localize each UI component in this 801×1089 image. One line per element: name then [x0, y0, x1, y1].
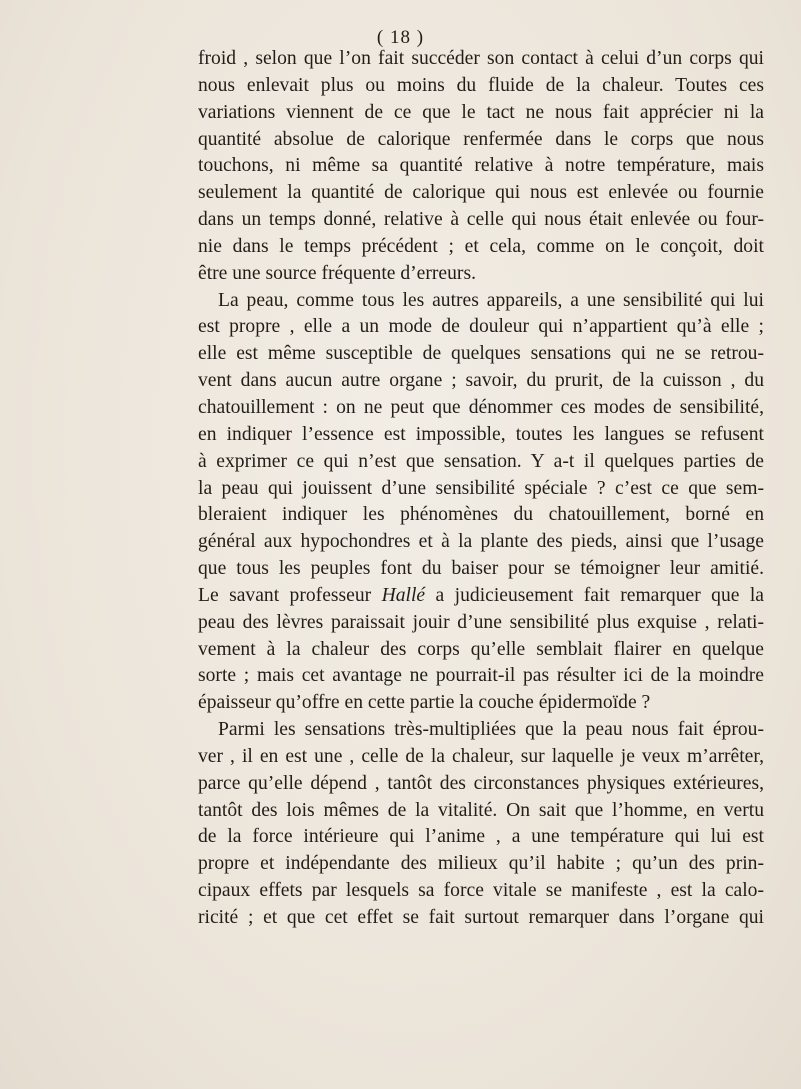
text-line: dans un temps donné, relative à celle qui nous était enlevée ou four- — [198, 209, 764, 231]
page-number: ( 18 ) — [376, 27, 425, 48]
text-line: sorte ; mais cet avantage ne pourrait-il pas résulter ici de la moindre — [198, 665, 764, 687]
text-line: touchons, ni même sa quantité relative à notre température, mais — [198, 155, 764, 177]
text-line: cipaux effets par lesquels sa force vitale se manifeste , est la calo- — [198, 880, 764, 902]
text-line-with-name — [198, 583, 764, 610]
text-line: tantôt des lois mêmes de la vitalité. On sait que l’homme, en vertu — [198, 799, 764, 821]
paragraph-end-line: épaisseur qu’offre en cette partie la couche épidermoïde ? — [198, 692, 651, 714]
text-line: de la force intérieure qui l’anime , a une température qui lui est — [198, 826, 764, 848]
paragraph-start-line: Parmi les sensations très-multipliées que la peau nous fait éprou- — [218, 719, 764, 741]
text-line: parce qu’elle dépend , tantôt des circonstances physiques extérieures, — [198, 772, 764, 794]
text-line: peau des lèvres paraissait jouir d’une sensibilité plus exquise , relati- — [198, 611, 764, 633]
text-line: variations viennent de ce que le tact ne nous fait apprécier ni la — [198, 101, 764, 123]
text-line: est propre , elle a un mode de douleur qui n’appartient qu’à elle ; — [198, 316, 764, 338]
text-segment: a judicieusement fait remarquer que la — [425, 584, 764, 606]
text-line: général aux hypochondres et à la plante des pieds, ainsi que l’usage — [198, 531, 764, 553]
text-line: bleraient indiquer les phénomènes du chatouillement, borné en — [198, 504, 764, 526]
text-line: froid , selon que l’on fait succéder son contact à celui d’un corps qui — [198, 48, 764, 69]
text-line: ver , il en est une , celle de la chaleur, sur laquelle je veux m’arrêter, — [198, 745, 764, 767]
text-line: elle est même susceptible de quelques sensations qui ne se retrou- — [198, 343, 764, 365]
text-line: nie dans le temps précédent ; et cela, comme on le conçoit, doit — [198, 235, 764, 257]
text-line: seulement la quantité de calorique qui nous est enlevée ou fournie — [198, 182, 764, 204]
text-line: en indiquer l’essence est impossible, toutes les langues se refusent — [198, 423, 764, 445]
text-line: nous enlevait plus ou moins du fluide de la chaleur. Toutes ces — [198, 74, 764, 96]
text-line: propre et indépendante des milieux qu’il habite ; qu’un des prin- — [198, 853, 764, 875]
text-line: vement à la chaleur des corps qu’elle semblait flairer en quelque — [198, 638, 764, 660]
text-line: ricité ; et que cet effet se fait surtout remarquer dans l’organe qui — [198, 907, 764, 928]
text-line: la peau qui jouissent d’une sensibilité spéciale ? c’est ce que sem- — [198, 477, 764, 499]
paragraph-start-line: La peau, comme tous les autres appareils, a une sensibilité qui lui — [218, 289, 764, 311]
text-line: chatouillement : on ne peut que dénommer ces modes de sensibilité, — [198, 396, 764, 418]
body-text — [198, 46, 764, 932]
text-line: que tous les peuples font du baiser pour se témoigner leur amitié. — [198, 558, 764, 580]
text-segment: Le savant professeur — [198, 584, 382, 606]
text-line: quantité absolue de calorique renfermée dans le corps que nous — [198, 128, 764, 150]
paragraph-end-line: être une source fréquente d’erreurs. — [198, 262, 476, 284]
text-line: à exprimer ce qui n’est que sensation. Y a-t il quelques parties de — [198, 450, 764, 472]
text-line: vent dans aucun autre organe ; savoir, du prurit, de la cuisson , du — [198, 370, 764, 392]
author-name: Hallé — [381, 584, 426, 606]
